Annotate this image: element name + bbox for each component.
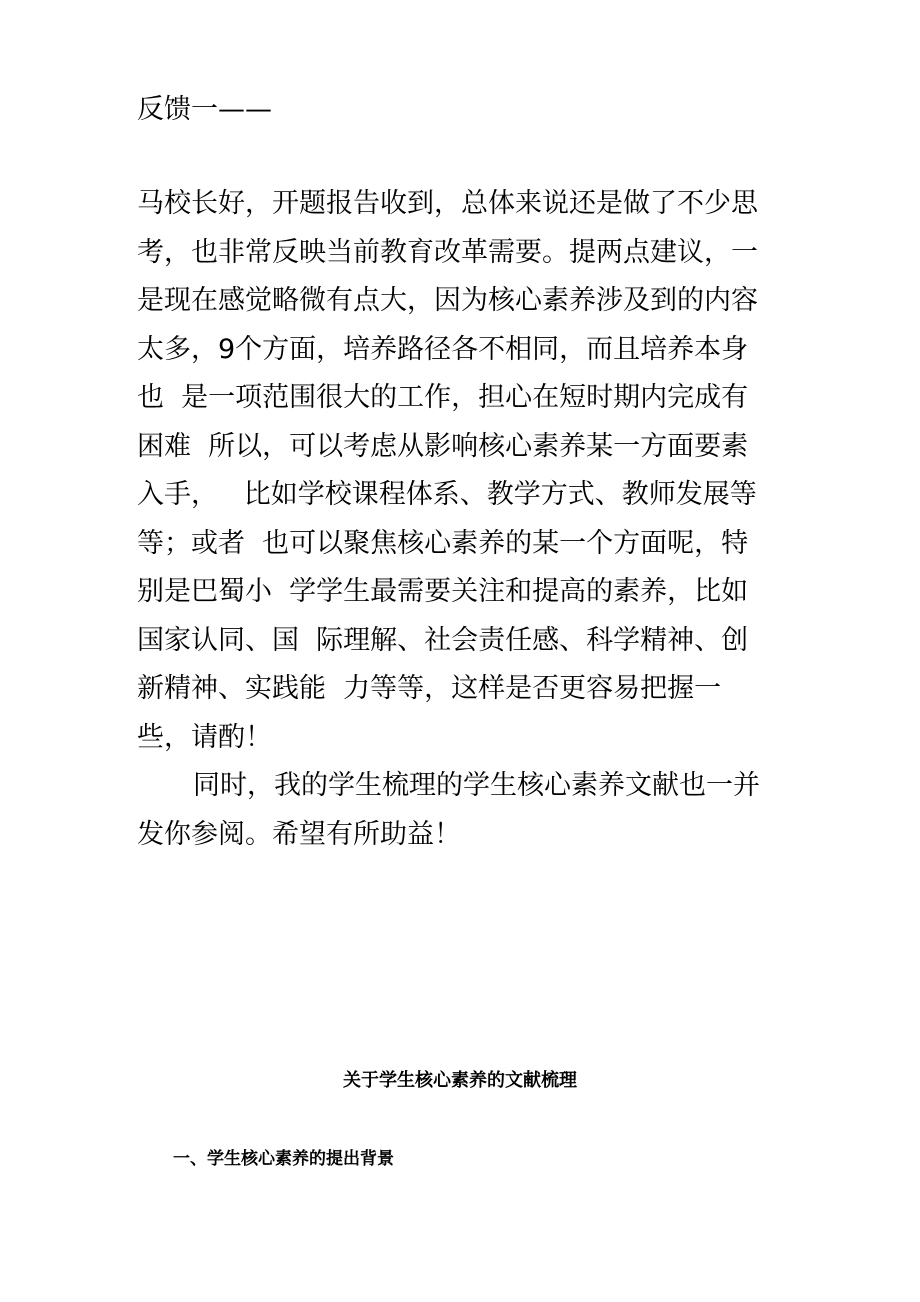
letter-line: 是现在感觉略微有点大，因为核心素养涉及到的内容 <box>137 285 758 316</box>
letter-line: 太多，9个方面，培养路径各不相同，而且培养本身 <box>137 333 749 365</box>
letter-line: 马校长好，开题报告收到，总体来说还是做了不少思 <box>137 188 758 219</box>
letter-line: 新精神、实践能 力等等，这样是否更容易把握一 <box>137 673 722 704</box>
letter-line: 别是巴蜀小 学学生最需要关注和提高的素养，比如 <box>137 576 749 607</box>
document-title: 关于学生核心素养的文献梳理 <box>343 1070 577 1091</box>
letter-line: 等；或者 也可以聚焦核心素养的某一个方面呢，特 <box>137 527 749 559</box>
letter-line: 同时，我的学生梳理的学生核心素养文献也一并 <box>193 770 760 801</box>
letter-line: 考，也非常反映当前教育改革需要。提两点建议，一 <box>137 236 758 268</box>
letter-line: 些，请酌！ <box>137 721 272 753</box>
letter-line: 也 是一项范围很大的工作，担心在短时期内完成有 <box>137 382 749 413</box>
section-heading: 一、学生核心素养的提出背景 <box>173 1149 394 1169</box>
letter-line: 困难 所以，可以考虑从影响核心素养某一方面要素 <box>137 430 749 462</box>
feedback-heading: 反馈一—— <box>137 94 272 125</box>
feedback-letter <box>137 180 787 859</box>
letter-line: 入手， 比如学校课程体系、教学方式、教师发展等 <box>137 479 757 510</box>
letter-line: 发你参阅。希望有所助益！ <box>137 818 461 850</box>
letter-line: 国家认同、国 际理解、社会责任感、科学精神、创 <box>137 624 749 656</box>
